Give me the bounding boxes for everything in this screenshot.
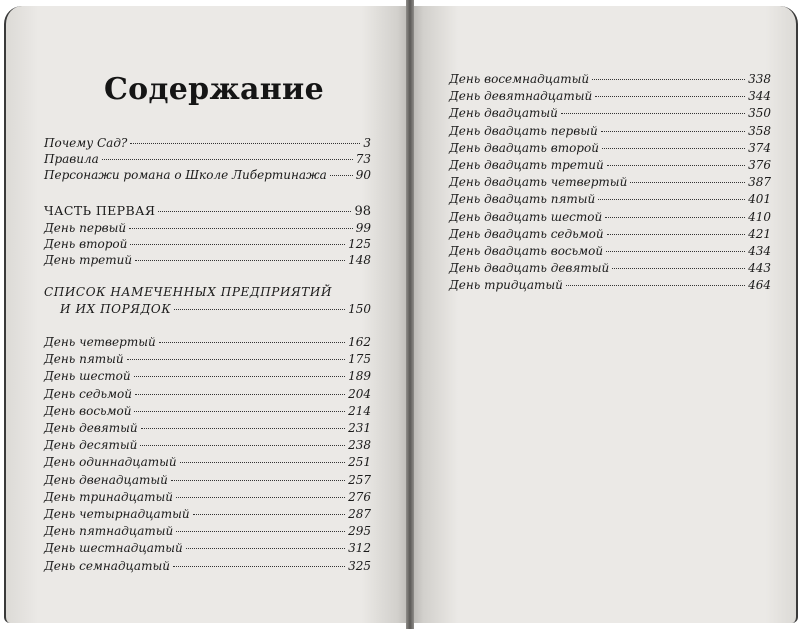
leader-dots [607,165,745,166]
toc-entry-page: 376 [748,158,771,172]
leader-dots [595,96,745,97]
leader-dots [176,531,345,532]
toc-entry-label: День двадцать девятый [449,261,610,276]
toc-entry-page: 421 [748,226,771,241]
toc-entry-label: День тринадцатый [44,489,173,504]
toc-entry [44,369,371,384]
toc-entry-page: 99 [355,221,371,235]
toc-entry-label: День девятнадцатый [449,89,593,104]
toc-entry [449,106,771,121]
toc-entry-label: День восьмой [44,403,132,418]
leader-dots [630,182,745,183]
leader-dots [176,497,345,498]
toc-entry-page: 387 [748,175,771,190]
toc-entry-page: 162 [348,335,371,349]
toc-entry-page: 358 [748,123,771,138]
toc-entry-page: 148 [348,253,371,267]
toc-entry [44,559,371,574]
toc-entry [44,168,371,183]
page-title: Содержание [104,72,324,107]
toc-entry-label: День десятый [44,438,138,453]
leader-dots [607,234,746,235]
toc-entry-label: День второй [44,237,128,251]
toc-entry [44,507,371,522]
toc-entry-page: 350 [748,106,771,121]
toc-entry-label: День пятый [44,352,124,367]
toc-entry-page: 434 [748,244,771,258]
toc-entry [449,278,771,293]
toc-entry-page: 3 [363,136,371,150]
toc-entry-page: 276 [348,489,371,504]
leader-dots [561,113,745,114]
leader-dots [598,199,745,200]
plan-heading-label: И ИХ ПОРЯДОК [60,302,172,316]
toc-entry [44,455,371,470]
toc-entry-page: 251 [348,455,371,470]
toc-entry-label: День двадцать пятый [449,192,596,207]
toc-entry-label: День тридцатый [449,278,563,293]
toc-entry-label: День восемнадцатый [449,72,590,86]
leader-dots [134,411,345,412]
leader-dots [605,217,745,218]
leader-dots [135,394,345,395]
toc-entry [449,261,771,276]
toc-entry-label: День семнадцатый [44,558,170,573]
toc-entry [44,387,371,402]
toc-entry [44,335,371,350]
toc-entry-label: День двенадцатый [44,472,168,487]
toc-entry-label: День одиннадцатый [44,455,177,470]
leader-dots [140,445,345,446]
toc-entry [44,438,371,453]
leader-dots [193,514,346,515]
toc-entry [449,192,771,207]
leader-dots [130,143,360,144]
toc-entry-page: 344 [748,89,771,104]
toc-entry [44,524,371,539]
toc-entry-label: День девятый [44,421,138,435]
toc-entry [44,541,371,556]
plan-heading-line2 [60,302,371,317]
toc-entry [44,421,371,436]
toc-entry [44,473,371,488]
toc-entry-label: День двадцать второй [449,140,599,155]
toc-entry [449,124,771,139]
toc-entry-page: 338 [748,72,771,86]
toc-entry-label: День двадцать первый [449,123,598,138]
leader-dots [330,175,353,176]
toc-entry-page: 257 [348,472,371,487]
leader-dots [174,309,345,310]
leader-dots [186,548,345,549]
toc-entry-page: 238 [348,438,371,453]
toc-entry [449,175,771,190]
toc-entry-label: День шестнадцатый [44,541,183,556]
toc-entry [449,227,771,242]
toc-part-heading [44,203,371,219]
toc-entry [449,141,771,156]
toc-entry [44,490,371,505]
toc-entry-page: 401 [748,192,771,207]
toc-entry-label: Почему Сад? [44,136,128,150]
toc-part-page: 98 [354,204,371,219]
toc-entry-label: День седьмой [44,386,132,401]
toc-entry [449,158,771,173]
leader-dots [566,285,745,286]
leader-dots [606,251,745,252]
toc-entry-page: 125 [348,237,371,251]
toc-entry-page: 295 [348,524,371,539]
toc-entry-label: Персонажи романа о Школе Либертинажа [44,168,327,182]
toc-entry-page: 312 [348,541,371,556]
toc-entry-page: 464 [748,278,771,293]
toc-entry-label: День двадцать четвертый [449,175,628,190]
toc-entry-page: 374 [748,140,771,155]
book-gutter [406,0,414,629]
toc-entry [449,210,771,225]
toc-entry-page: 231 [348,421,371,435]
toc-entry-page: 175 [348,352,371,367]
plan-heading-page: 150 [348,302,371,316]
toc-entry [44,237,371,252]
toc-entry-label: Правила [44,152,99,166]
leader-dots [180,462,345,463]
toc-entry-page: 325 [348,558,371,573]
toc-entry-label: День пятнадцатый [44,524,174,539]
leader-dots [159,342,345,343]
toc-entry-page: 443 [748,261,771,276]
toc-entry-label: День четырнадцатый [44,507,190,521]
toc-entry-label: День четвертый [44,335,156,349]
leader-dots [173,566,345,567]
toc-part-label: ЧАСТЬ ПЕРВАЯ [44,203,156,218]
toc-entry-page: 204 [348,386,371,401]
leader-dots [141,428,345,429]
leader-dots [135,260,345,261]
toc-entry-page: 90 [355,168,371,182]
leader-dots [130,244,345,245]
leader-dots [158,211,351,212]
toc-entry-label: День первый [44,221,127,235]
toc-entry-label: День третий [44,253,133,267]
toc-entry [449,89,771,104]
toc-entry [44,152,371,167]
toc-entry-label: День двадцать третий [449,158,604,172]
toc-entry-label: День шестой [44,369,131,384]
toc-entry-label: День двадцать шестой [449,209,603,224]
toc-entry-page: 189 [348,369,371,384]
toc-entry-page: 410 [748,209,771,224]
toc-entry [44,404,371,419]
toc-entry-label: День двадцатый [449,106,558,121]
toc-entry [44,221,371,236]
toc-entry-page: 73 [355,152,371,166]
leader-dots [171,480,345,481]
leader-dots [102,159,353,160]
leader-dots [602,148,745,149]
toc-entry [449,244,771,259]
leader-dots [129,228,353,229]
toc-entry-page: 287 [348,507,371,521]
toc-entry-label: День двадцать седьмой [449,226,604,241]
leader-dots [612,268,745,269]
toc-entry [44,253,371,268]
leader-dots [127,359,345,360]
leader-dots [592,79,745,80]
leader-dots [601,131,745,132]
toc-entry-page: 214 [348,403,371,418]
leader-dots [134,376,345,377]
toc-entry [44,136,371,151]
toc-entry [449,72,771,87]
toc-entry [44,352,371,367]
toc-entry-label: День двадцать восьмой [449,244,604,258]
plan-heading-line1: СПИСОК НАМЕЧЕННЫХ ПРЕДПРИЯТИЙ [44,285,333,299]
